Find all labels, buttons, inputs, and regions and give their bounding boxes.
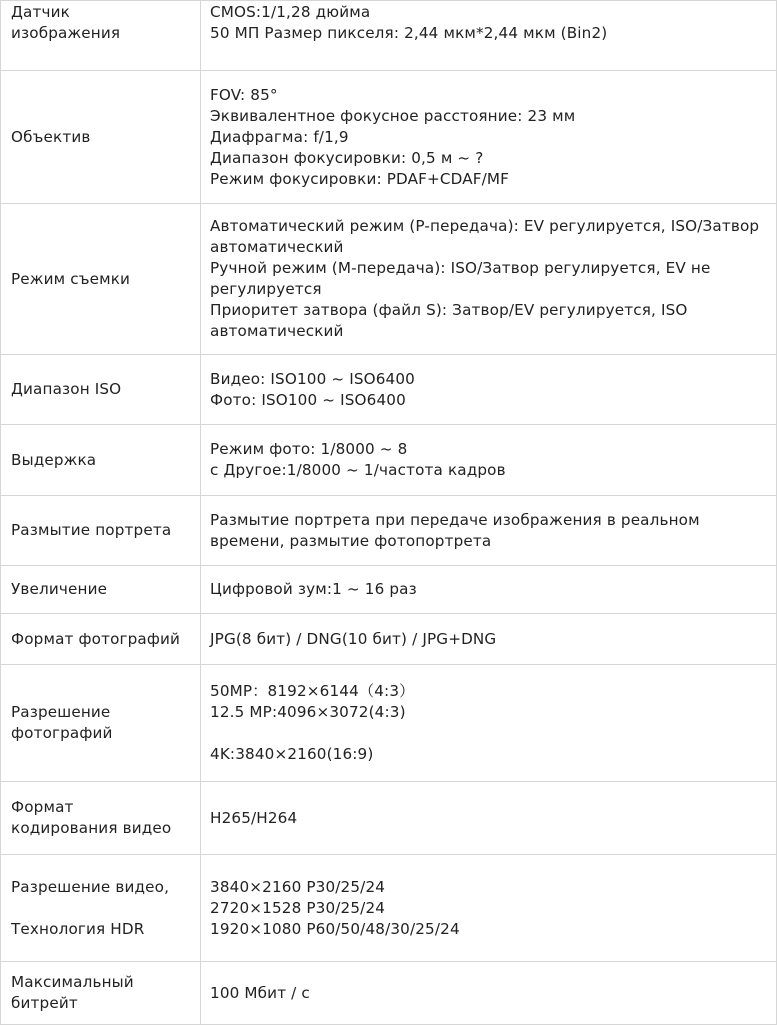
spec-label: Объектив: [1, 71, 201, 204]
spec-value: Режим фото: 1/8000 ~ 8 с Другое:1/8000 ~ 1/частота кадров: [201, 425, 777, 496]
spec-label: Выдержка: [1, 425, 201, 496]
spec-row-lens: [1, 71, 777, 204]
spec-value: H265/H264: [201, 782, 777, 855]
spec-value: Видео: ISO100 ~ ISO6400 Фото: ISO100 ~ ISO6400: [201, 355, 777, 425]
spec-label: Максимальный битрейт: [1, 962, 201, 1025]
spec-label: Формат кодирования видео: [1, 782, 201, 855]
spec-label: Диапазон ISO: [1, 355, 201, 425]
spec-row-video-resolution: [1, 855, 777, 962]
spec-value: Цифровой зум:1 ~ 16 раз: [201, 566, 777, 614]
spec-row-shutter-speed: [1, 425, 777, 496]
spec-row-iso-range: [1, 355, 777, 425]
spec-row-portrait-blur: [1, 496, 777, 566]
spec-row-shooting-mode: [1, 204, 777, 355]
spec-row-video-codec: [1, 782, 777, 855]
spec-value: FOV: 85° Эквивалентное фокусное расстояние: 23 мм Диафрагма: f/1,9 Диапазон фокусировки: 0,5 м ~ ? Режим фокусировки: PDAF+CDAF/MF: [201, 71, 777, 204]
spec-row-photo-format: [1, 614, 777, 665]
spec-value: JPG(8 бит) / DNG(10 бит) / JPG+DNG: [201, 614, 777, 665]
spec-value: 3840×2160 P30/25/24 2720×1528 P30/25/24 1920×1080 P60/50/48/30/25/24: [201, 855, 777, 962]
spec-label: Размытие портрета: [1, 496, 201, 566]
spec-value: CMOS:1/1,28 дюйма 50 МП Размер пикселя: 2,44 мкм*2,44 мкм (Bin2): [201, 1, 777, 71]
spec-row-zoom: [1, 566, 777, 614]
spec-row-image-sensor: [1, 1, 777, 71]
spec-label: Датчик изображения: [1, 1, 201, 71]
spec-label: Разрешение фотографий: [1, 665, 201, 782]
spec-label: Увеличение: [1, 566, 201, 614]
spec-label: Режим съемки: [1, 204, 201, 355]
spec-value: Автоматический режим (P-передача): EV регулируется, ISO/Затвор автоматический Ручной режим (M-передача): ISO/Затвор регулируется, EV не регулируется Приоритет затвора (файл S): Затвор/EV регулируется, ISO автоматический: [201, 204, 777, 355]
spec-value: 50MP：8192×6144（4:3） 12.5 MP:4096×3072(4:3) 4K:3840×2160(16:9): [201, 665, 777, 782]
spec-value: Размытие портрета при передаче изображения в реальном времени, размытие фотопортрета: [201, 496, 777, 566]
spec-row-max-bitrate: [1, 962, 777, 1025]
spec-value: 100 Мбит / с: [201, 962, 777, 1025]
spec-label: Формат фотографий: [1, 614, 201, 665]
spec-label: Разрешение видео, Технология HDR: [1, 855, 201, 962]
spec-row-photo-resolution: [1, 665, 777, 782]
